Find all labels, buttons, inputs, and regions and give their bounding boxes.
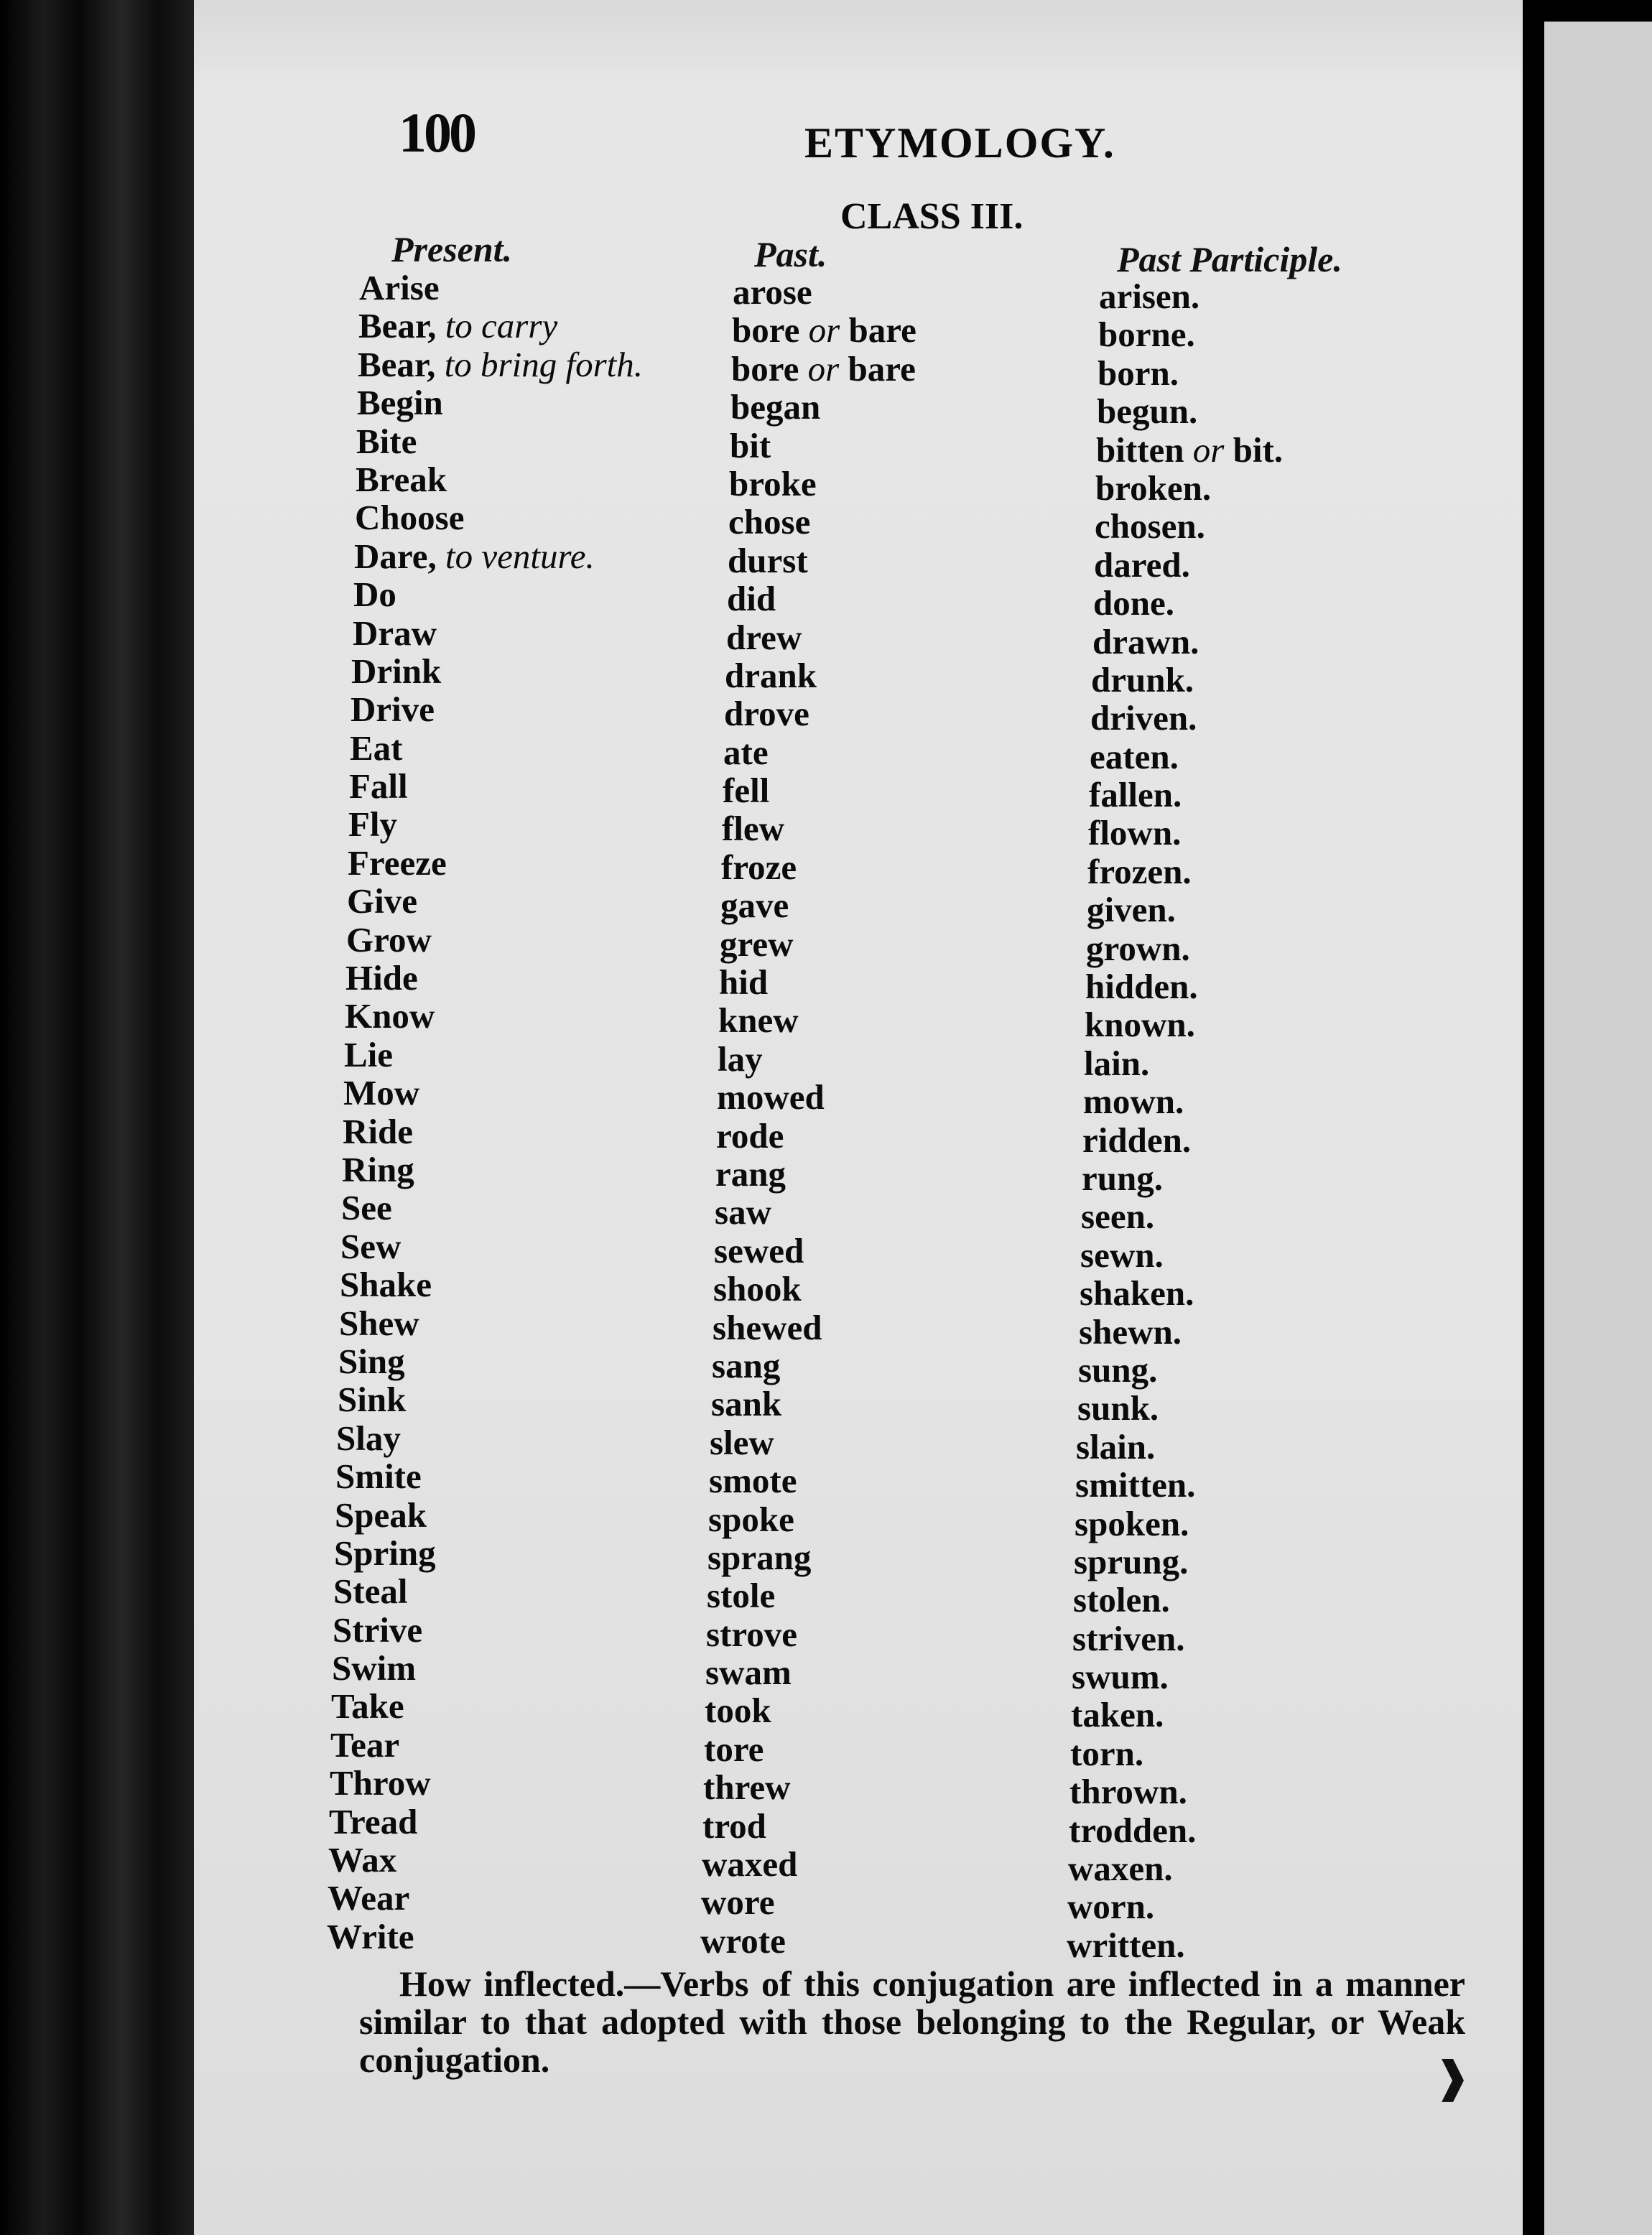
present-form: Mow: [343, 1073, 420, 1113]
past-form: ate: [723, 732, 769, 772]
verb-row: [336, 1418, 1422, 1467]
past-form: saw: [715, 1192, 771, 1232]
participle-form: mown.: [1083, 1082, 1184, 1122]
present-form: Spring: [334, 1533, 436, 1573]
verb-row: [356, 459, 1422, 508]
column-header-participle: Past Participle.: [1117, 239, 1342, 279]
present-cell: [328, 1877, 409, 1918]
present-cell: [348, 842, 447, 883]
present-form: Dare,: [354, 536, 437, 576]
past-form: knew: [718, 1000, 799, 1041]
present-form: Eat: [350, 728, 403, 768]
participle-form: shewn.: [1079, 1311, 1182, 1352]
present-cell: [358, 344, 643, 385]
verb-row: [328, 1877, 1422, 1927]
participle-form: sewn.: [1080, 1235, 1164, 1275]
past-form: threw: [703, 1767, 791, 1808]
present-form: Tread: [329, 1801, 418, 1841]
present-cell: [356, 459, 447, 500]
present-form: Begin: [357, 383, 443, 423]
participle-form: torn.: [1070, 1733, 1144, 1773]
participle-form: born.: [1098, 353, 1179, 393]
participle-form: given.: [1087, 890, 1176, 930]
past-form: sank: [711, 1384, 782, 1424]
past-form: slew: [710, 1422, 774, 1462]
column-header-past: Past.: [754, 234, 827, 274]
present-cell: [353, 613, 437, 654]
present-cell: [339, 1303, 419, 1344]
present-form: Smite: [335, 1456, 422, 1497]
present-form: Break: [356, 459, 447, 499]
verb-row: [330, 1724, 1422, 1773]
present-form: Throw: [330, 1763, 431, 1803]
adjacent-page-edge: [1544, 22, 1652, 2235]
participle-form: done.: [1093, 583, 1175, 623]
present-gloss: to venture.: [445, 536, 595, 576]
present-form: Tear: [330, 1724, 400, 1765]
present-form: Strive: [333, 1609, 423, 1650]
present-form: Arise: [359, 268, 440, 307]
verb-row: [347, 880, 1422, 930]
past-form: mowed: [717, 1077, 825, 1118]
verb-row: [358, 305, 1422, 355]
verb-row: [354, 536, 1422, 585]
verb-row: [329, 1801, 1422, 1850]
participle-form: sunk.: [1077, 1388, 1159, 1428]
participle-form: smitten.: [1075, 1465, 1196, 1505]
page-gutter: [1523, 0, 1544, 2235]
past-form: strove: [706, 1614, 797, 1654]
participle-form: driven.: [1090, 698, 1197, 738]
inflection-paragraph: [359, 1965, 1465, 2079]
present-cell: [338, 1379, 406, 1420]
present-form: Freeze: [348, 842, 447, 883]
present-cell: [330, 1724, 399, 1765]
present-cell: [343, 1072, 419, 1113]
present-cell: [350, 728, 403, 768]
present-cell: [333, 1609, 422, 1650]
past-form: chose: [728, 502, 811, 542]
present-cell: [338, 1341, 405, 1382]
verb-row: [357, 382, 1422, 432]
present-cell: [329, 1801, 417, 1842]
participle-form: waxen.: [1068, 1849, 1173, 1889]
verb-row: [335, 1456, 1422, 1505]
verb-row: [334, 1533, 1422, 1581]
present-form: Swim: [332, 1648, 417, 1688]
verb-table: [327, 267, 1422, 1965]
participle-form: spoken.: [1075, 1503, 1189, 1543]
present-form: Fly: [348, 804, 398, 845]
participle-form: hidden.: [1085, 967, 1198, 1007]
present-form: Ride: [343, 1111, 413, 1151]
participle-form: sung.: [1078, 1349, 1158, 1390]
present-form: Draw: [353, 613, 437, 653]
past-form: gave: [720, 886, 789, 926]
participle-form: drunk.: [1091, 659, 1194, 700]
present-form: Fall: [349, 766, 408, 807]
present-form: Hide: [345, 958, 418, 998]
present-gloss: to carry: [445, 306, 558, 346]
present-cell: [356, 421, 417, 462]
participle-form: trodden.: [1069, 1810, 1197, 1850]
present-form: Drink: [351, 651, 442, 691]
present-cell: [359, 267, 440, 308]
verb-row: [348, 804, 1422, 853]
past-form: tore: [704, 1729, 764, 1769]
participle-form: grown.: [1086, 928, 1190, 968]
present-cell: [331, 1686, 404, 1727]
present-cell: [342, 1149, 414, 1190]
verb-row: [330, 1762, 1422, 1812]
past-form: bore: [732, 310, 800, 350]
past-form: bit: [730, 425, 771, 465]
verb-row: [351, 689, 1422, 738]
verb-row: [346, 919, 1422, 968]
verb-row: [356, 421, 1422, 470]
present-form: Take: [331, 1686, 404, 1727]
participle-form: arisen.: [1099, 277, 1200, 316]
verb-row: [342, 1149, 1422, 1198]
present-cell: [351, 651, 441, 692]
section-heading: CLASS III.: [840, 196, 1024, 237]
present-cell: [345, 957, 418, 998]
participle-form: slain.: [1076, 1426, 1156, 1467]
present-form: Sing: [338, 1341, 405, 1381]
participle-form: worn.: [1067, 1887, 1155, 1927]
verb-row: [341, 1187, 1422, 1237]
past-form: trod: [702, 1806, 766, 1846]
present-cell: [340, 1226, 401, 1267]
present-cell: [348, 804, 397, 845]
present-gloss: to bring forth.: [444, 344, 644, 384]
past-form: durst: [728, 540, 808, 580]
participle-form: striven.: [1072, 1618, 1185, 1658]
participle-form: dared.: [1094, 544, 1190, 585]
present-cell: [346, 919, 432, 960]
present-cell: [344, 1034, 393, 1075]
verb-row: [349, 766, 1422, 815]
present-cell: [336, 1418, 401, 1459]
present-cell: [328, 1839, 396, 1880]
participle-form: stolen.: [1073, 1580, 1170, 1620]
past-cell: [700, 1920, 786, 1961]
verb-row: [358, 344, 1422, 393]
present-form: Speak: [335, 1495, 427, 1535]
verb-row: [343, 1111, 1422, 1160]
present-cell: [341, 1187, 392, 1228]
present-cell: [335, 1495, 427, 1535]
running-head: ETYMOLOGY.: [804, 119, 1115, 167]
present-cell: [333, 1571, 407, 1612]
verb-row: [332, 1648, 1422, 1697]
past-form: shook: [713, 1269, 802, 1309]
verb-row: [331, 1686, 1422, 1735]
present-form: Shew: [339, 1303, 419, 1343]
present-form: Wax: [328, 1840, 397, 1880]
verb-row: [339, 1303, 1422, 1352]
participle-form: chosen.: [1095, 506, 1205, 547]
present-form: Ring: [342, 1149, 414, 1189]
verb-row: [340, 1226, 1422, 1275]
present-cell: [332, 1648, 416, 1688]
present-cell: [358, 305, 557, 346]
present-cell: [357, 382, 443, 423]
present-cell: [335, 1456, 422, 1497]
present-form: Sew: [340, 1226, 402, 1266]
present-form: Sink: [338, 1380, 407, 1420]
verb-row: [327, 1916, 1422, 1965]
paragraph-run-in: How inflected.: [399, 1964, 625, 2004]
past-form: waxed: [702, 1844, 798, 1885]
participle-form: thrown.: [1069, 1772, 1187, 1812]
participle-form: borne.: [1098, 315, 1195, 355]
participle-form: sprung.: [1074, 1541, 1189, 1581]
verb-row: [340, 1264, 1422, 1314]
present-form: Bear,: [358, 344, 436, 384]
participle-form: written.: [1067, 1925, 1185, 1965]
participle-form: fallen.: [1089, 775, 1182, 815]
past-form: fell: [723, 771, 770, 811]
present-cell: [334, 1533, 436, 1574]
or-word: or: [808, 310, 840, 350]
present-cell: [343, 1111, 413, 1152]
present-form: Know: [345, 996, 435, 1036]
past-form: lay: [718, 1038, 763, 1079]
verb-row: [345, 995, 1422, 1045]
past-form: smote: [709, 1461, 797, 1501]
past-form: bore: [731, 348, 799, 389]
participle-form: shaken.: [1080, 1273, 1194, 1314]
past-form: wore: [701, 1882, 775, 1923]
ink-mark: ❱: [1435, 2054, 1470, 2101]
past-alt-form: bare: [848, 310, 917, 350]
past-form: flew: [722, 809, 785, 849]
present-form: Bite: [356, 421, 417, 461]
past-form: rang: [715, 1153, 786, 1194]
participle-form: flown.: [1088, 813, 1182, 853]
past-form: rode: [716, 1115, 784, 1156]
verb-row: [328, 1839, 1422, 1889]
book-binding: [0, 0, 194, 2235]
past-form: sang: [712, 1345, 781, 1385]
verb-row: [355, 497, 1422, 547]
present-form: Steal: [333, 1571, 408, 1612]
participle-form: rung.: [1082, 1158, 1164, 1198]
verb-row: [351, 651, 1422, 700]
present-form: Write: [327, 1916, 414, 1956]
page-number: 100: [399, 101, 474, 164]
present-cell: [340, 1264, 432, 1305]
past-form: drew: [726, 617, 802, 657]
participle-form: lain.: [1084, 1043, 1150, 1083]
present-cell: [327, 1916, 414, 1957]
verb-row: [359, 267, 1422, 316]
past-form: spoke: [708, 1499, 794, 1539]
present-cell: [354, 536, 595, 577]
participle-form: known.: [1085, 1005, 1195, 1045]
present-cell: [351, 689, 435, 730]
present-form: Wear: [328, 1878, 410, 1918]
verb-row: [333, 1571, 1422, 1620]
verb-row: [338, 1341, 1422, 1390]
participle-form: drawn.: [1092, 621, 1199, 661]
participle-form: eaten.: [1090, 736, 1179, 776]
participle-form: ridden.: [1082, 1120, 1192, 1160]
verb-row: [353, 574, 1422, 623]
past-form: sprang: [707, 1537, 812, 1577]
past-form: froze: [721, 847, 797, 887]
past-form: arose: [733, 272, 812, 312]
verb-row: [343, 1072, 1422, 1122]
past-form: took: [705, 1691, 771, 1731]
verb-row: [344, 1034, 1422, 1083]
past-form: grew: [720, 924, 794, 964]
participle-form: swum.: [1072, 1657, 1169, 1697]
past-alt-form: bare: [848, 348, 916, 389]
past-form: drank: [725, 655, 817, 695]
participle-alt-form: bit.: [1233, 429, 1284, 470]
or-word: or: [807, 348, 840, 389]
participle-cell: [1067, 1925, 1185, 1966]
participle-form: broken.: [1095, 468, 1212, 508]
verb-row: [348, 842, 1422, 891]
present-form: Grow: [346, 919, 432, 959]
verb-row: [335, 1495, 1422, 1543]
or-word: or: [1192, 429, 1225, 470]
present-form: Choose: [355, 498, 465, 538]
present-form: See: [341, 1188, 392, 1228]
past-form: stole: [707, 1576, 776, 1616]
present-form: Shake: [340, 1265, 432, 1305]
present-cell: [330, 1762, 431, 1803]
past-form: began: [730, 387, 821, 427]
verb-row: [353, 613, 1422, 661]
present-form: Bear,: [358, 306, 437, 346]
participle-form: begun.: [1097, 391, 1198, 432]
participle-form: bitten: [1096, 429, 1184, 470]
paragraph-text: —Verbs of this conjugation are inflected in a manner similar to that adopted with those belonging to the Regular, or Weak conjugation.: [359, 1964, 1465, 2080]
participle-form: taken.: [1071, 1695, 1164, 1735]
past-form: shewed: [713, 1307, 822, 1347]
present-cell: [349, 766, 408, 807]
verb-row: [350, 728, 1422, 776]
past-form: hid: [719, 962, 769, 1003]
past-form: broke: [729, 463, 817, 503]
participle-form: seen.: [1081, 1197, 1155, 1237]
verb-row: [338, 1379, 1422, 1428]
past-form: drove: [724, 694, 809, 734]
present-form: Drive: [351, 689, 435, 730]
present-form: Do: [353, 575, 396, 615]
present-cell: [353, 574, 396, 615]
past-form: sewed: [714, 1230, 804, 1270]
past-form: did: [727, 579, 776, 619]
present-cell: [345, 995, 435, 1036]
present-form: Give: [347, 881, 417, 921]
present-form: Slay: [336, 1418, 401, 1458]
verb-row: [333, 1609, 1422, 1658]
participle-form: frozen.: [1087, 851, 1192, 891]
present-cell: [347, 880, 417, 921]
past-form: swam: [705, 1653, 792, 1693]
present-form: Lie: [344, 1034, 394, 1074]
past-form: wrote: [700, 1920, 786, 1961]
present-cell: [355, 497, 464, 538]
verb-row: [345, 957, 1422, 1007]
column-header-present: Present.: [391, 229, 513, 269]
